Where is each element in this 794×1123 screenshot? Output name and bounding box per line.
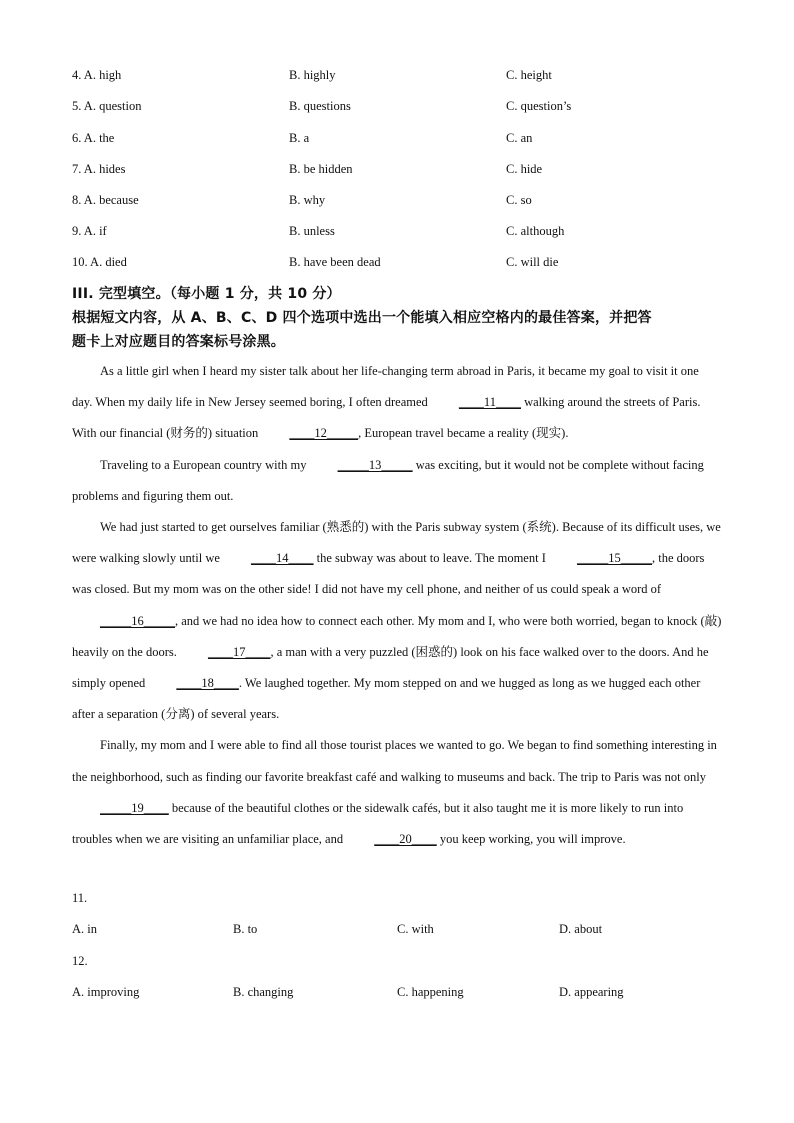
- passage-text: , European travel became a reality (现实).: [358, 426, 569, 441]
- passage-text: , and we had no idea how to connect each other. My mom and I, who were both worried, began to knock (敲) heavily on the doors.: [72, 613, 722, 659]
- option-a[interactable]: 10. A. died: [72, 255, 127, 269]
- passage-text: We had just started to get ourselves familiar (熟悉的) with the Paris subway system (系统). Because of its difficult uses, we were walking slowly until we: [72, 520, 721, 566]
- option-a[interactable]: A. in: [72, 922, 97, 936]
- option-c[interactable]: C. question’s: [506, 99, 572, 113]
- options-row: [72, 224, 732, 244]
- option-c[interactable]: C. so: [506, 193, 532, 207]
- section-instruction-line2: 题卡上对应题目的答案标号涂黑。: [72, 334, 285, 350]
- section-title: III. 完型填空。（每小题 1 分，共 10 分）: [72, 286, 341, 302]
- option-a[interactable]: 6. A. the: [72, 131, 115, 145]
- passage-text: As a little girl when I heard my sister talk about her life-changing term abroad in Paris, it became my goal to visit it one day. When my daily life in New Jersey seemed boring, I often dreamed: [72, 364, 699, 410]
- option-c[interactable]: C. happening: [397, 985, 464, 999]
- passage-paragraph: [72, 730, 722, 855]
- option-a[interactable]: 7. A. hides: [72, 162, 126, 176]
- blank-16: _____16_____: [100, 613, 175, 628]
- blank-12: ____12_____: [289, 426, 359, 441]
- options-row: [72, 162, 732, 182]
- option-c[interactable]: C. an: [506, 131, 533, 145]
- option-c[interactable]: C. with: [397, 922, 434, 936]
- options-row: [72, 193, 732, 213]
- option-a[interactable]: 4. A. high: [72, 68, 122, 82]
- option-b[interactable]: B. changing: [233, 985, 294, 999]
- question-number: 12.: [72, 954, 88, 968]
- passage-paragraph: [72, 450, 722, 512]
- option-c[interactable]: C. height: [506, 68, 552, 82]
- option-b[interactable]: B. questions: [289, 99, 351, 113]
- passage-text: , a man with a very puzzled (困惑的) look on his face walked over to the doors. And he simply opened: [72, 644, 709, 691]
- option-b[interactable]: B. have been dead: [289, 255, 381, 269]
- blank-15: _____15_____: [577, 551, 652, 566]
- blank-19: _____19____: [100, 800, 169, 815]
- passage-text: the subway was about to leave. The moment I: [313, 551, 549, 566]
- option-a[interactable]: 8. A. because: [72, 193, 139, 207]
- option-b[interactable]: B. to: [233, 922, 258, 936]
- passage-text: Finally, my mom and I were able to find all those tourist places we wanted to go. We began to find something interesting in the neighborhood, such as finding our favorite breakfast café and walking to museums and back. The trip to Paris was not only: [72, 738, 717, 784]
- passage-text: because of the beautiful clothes or the sidewalk cafés, but it also taught me it is more likely to run into troubles when we are visiting an unfamiliar place, and: [72, 800, 684, 847]
- blank-18: ____18____: [176, 676, 239, 691]
- options-row: [72, 255, 732, 275]
- option-b[interactable]: B. a: [289, 131, 310, 145]
- option-a[interactable]: 5. A. question: [72, 99, 142, 113]
- passage-text: was exciting, but it would not be complete without facing problems and figuring them out.: [72, 457, 704, 503]
- option-c[interactable]: C. will die: [506, 255, 559, 269]
- option-b[interactable]: B. highly: [289, 68, 336, 82]
- option-b[interactable]: B. why: [289, 193, 326, 207]
- question-number: 11.: [72, 891, 88, 905]
- option-a[interactable]: A. improving: [72, 985, 140, 999]
- question-options-row: [72, 922, 732, 942]
- option-d[interactable]: D. about: [559, 922, 603, 936]
- option-c[interactable]: C. hide: [506, 162, 543, 176]
- blank-11: ____11____: [458, 395, 521, 410]
- options-row: [72, 68, 732, 88]
- blank-13: _____13_____: [337, 457, 413, 472]
- options-row: [72, 131, 732, 151]
- option-a[interactable]: 9. A. if: [72, 224, 107, 238]
- passage-text: , the doors was closed. But my mom was on the other side! I did not have my cell phone, and neither of us could speak a word of: [72, 551, 705, 597]
- passage-text: you keep working, you will improve.: [436, 832, 626, 847]
- section-instruction-line1: 根据短文内容，从 A、B、C、D 四个选项中选出一个能填入相应空格内的最佳答案，并把答: [72, 310, 652, 326]
- question-options-row: [72, 985, 732, 1005]
- option-d[interactable]: D. appearing: [559, 985, 624, 999]
- options-row: [72, 99, 732, 119]
- passage-text: walking around the streets of Paris. With our financial (财务的) situation: [72, 395, 701, 441]
- option-c[interactable]: C. although: [506, 224, 565, 238]
- option-b[interactable]: B. unless: [289, 224, 335, 238]
- blank-20: ____20____: [374, 832, 437, 847]
- passage-text: Traveling to a European country with my: [100, 457, 310, 472]
- blank-17: ____17____: [207, 644, 271, 659]
- passage-paragraph: [72, 512, 722, 730]
- passage-paragraph: [72, 356, 722, 450]
- passage-text: . We laughed together. My mom stepped on and we hugged as long as we hugged each other after a separation (分离) of several years.: [72, 676, 701, 722]
- option-b[interactable]: B. be hidden: [289, 162, 353, 176]
- cloze-passage: [72, 356, 722, 855]
- blank-14: ____14____: [251, 551, 314, 566]
